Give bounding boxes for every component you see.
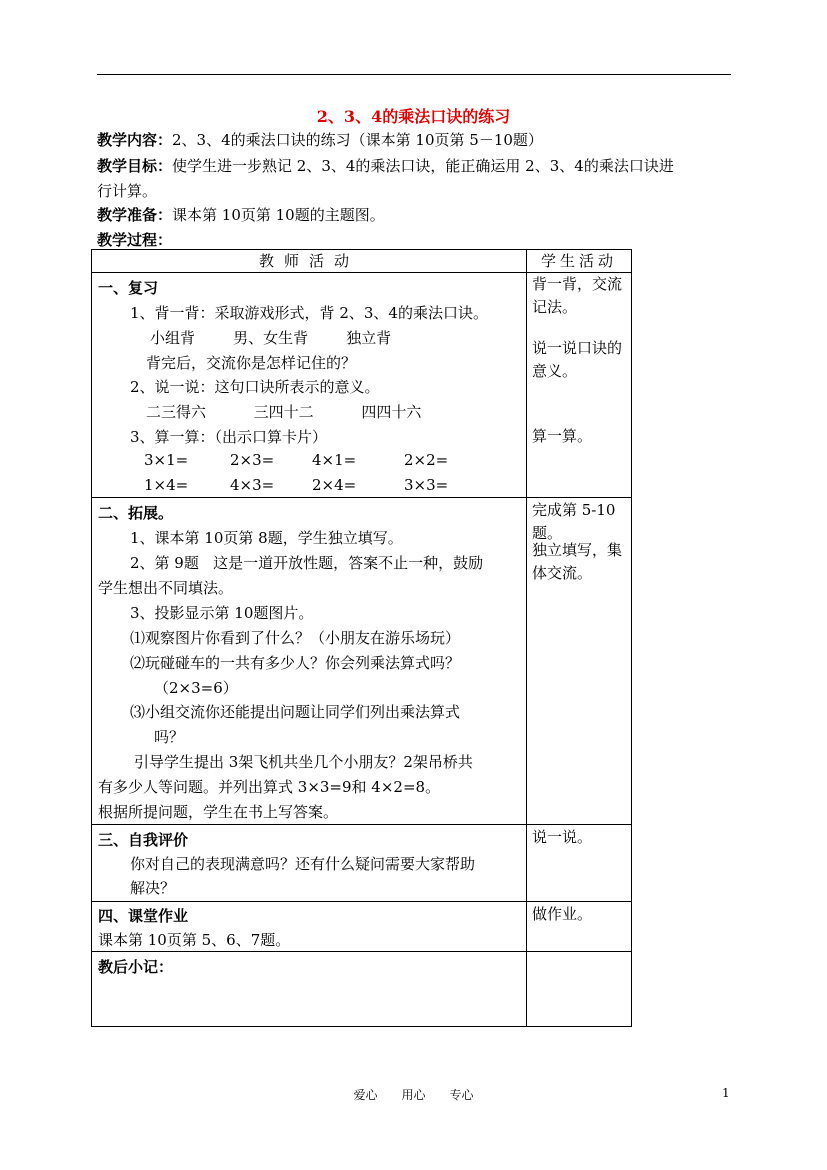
footer-left: 爱心 [353,1088,378,1102]
calc-item: 3×3= [404,476,449,494]
list-item: 学生想出不同填法。 [98,579,234,597]
page-number: 1 [722,1086,730,1100]
list-item: 解决？ [130,879,176,897]
calc-item: 3×1= [144,451,189,469]
student-activity: 算一算。 [532,427,593,445]
goal-label: 教学目标： [97,157,173,175]
list-item: 3、投影显示第 10题图片。 [130,604,314,622]
list-item: 2、第 9题 这是一道开放性题，答案不止一种，鼓励 [130,554,484,572]
header-student: 学生活动 [527,250,632,273]
student-activity: 说一说口诀的意义。 [532,339,623,380]
calc-item: 2×4= [312,476,357,494]
calc-item: 2×3= [230,451,275,469]
calc-item: 2×2= [404,451,449,469]
prep-text: 课本第 10页第 10题的主题图。 [172,206,385,224]
list-item: 有多少人等问题。并列出算式 3×3=9和 4×2=8。 [98,778,441,796]
list-item: 2、说一说：这句口诀所表示的意义。 [130,378,380,396]
prep-label: 教学准备： [97,206,173,224]
list-item: 你对自己的表现满意吗？还有什么疑问需要大家帮助 [130,855,476,873]
student-activity: 背一背，交流记法。 [532,275,623,316]
list-item: 课本第 10页第 5、6、7题。 [98,931,291,949]
footer [0,1086,827,1103]
list-item: ⑵玩碰碰车的一共有多少人？你会列乘法算式吗？ [130,654,461,672]
lesson-table [91,249,632,1027]
footer-mid: 用心 [401,1088,426,1102]
header-teacher: 教师活动 [92,250,527,273]
content-label: 教学内容： [97,131,173,149]
calc-item: 4×3= [230,476,275,494]
content-text: 2、3、4的乘法口诀的练习（课本第 10页第 5－10题） [172,131,543,149]
page-title: 2、3、4的乘法口诀的练习 [316,107,511,126]
list-item: 引导学生提出 3架飞机共坐几个小朋友？2架吊桥共 [134,753,473,771]
list-item: 背完后，交流你是怎样记住的？ [146,354,357,372]
list-item: 小组背 男、女生背 独立背 [150,329,392,347]
list-item: 1、课本第 10页第 8题，学生独立填写。 [130,529,403,547]
goal-text-1: 使学生进一步熟记 2、3、4的乘法口诀，能正确运用 2、3、4的乘法口诀进 [172,157,674,175]
calc-item: 4×1= [312,451,357,469]
student-activity: 做作业。 [532,905,593,923]
section-heading: 教后小记： [98,958,174,976]
table-row-self-eval [92,825,632,902]
list-item: ⑴观察图片你看到了什么？（小朋友在游乐场玩） [130,629,461,647]
process-label: 教学过程： [97,231,173,249]
section-heading: 二、拓展。 [98,504,174,522]
list-item: 3、算一算：（出示口算卡片） [130,428,328,446]
section-heading: 三、自我评价 [98,831,189,849]
footer-right: 专心 [449,1088,474,1102]
table-row-review [92,273,632,498]
table-row-notes [92,952,632,1027]
list-item: 吗？ [154,728,185,746]
student-activity: 独立填写，集体交流。 [532,541,623,582]
calc-item: 1×4= [144,476,189,494]
content-line [97,129,543,150]
list-item: （2×3=6） [154,679,238,697]
section-heading: 四、课堂作业 [98,907,189,925]
list-item: 二三得六 三四十二 四四十六 [146,403,422,421]
list-item: 1、背一背：采取游戏形式，背 2、3、4的乘法口诀。 [130,304,488,322]
section-heading: 一、复习 [98,279,159,297]
goal-line-2: 行计算。 [97,182,158,200]
student-activity: 说一说。 [532,828,593,846]
header-rule [97,74,731,75]
table-row-homework [92,902,632,952]
table-row-extend [92,498,632,825]
goal-line-1 [97,155,674,176]
table-header-row [92,250,632,273]
list-item: 根据所提问题，学生在书上写答案。 [98,803,339,821]
student-activity: 完成第 5-10题。 [532,501,616,542]
prep-line [97,204,385,225]
list-item: ⑶小组交流你还能提出问题让同学们列出乘法算式 [130,703,461,721]
